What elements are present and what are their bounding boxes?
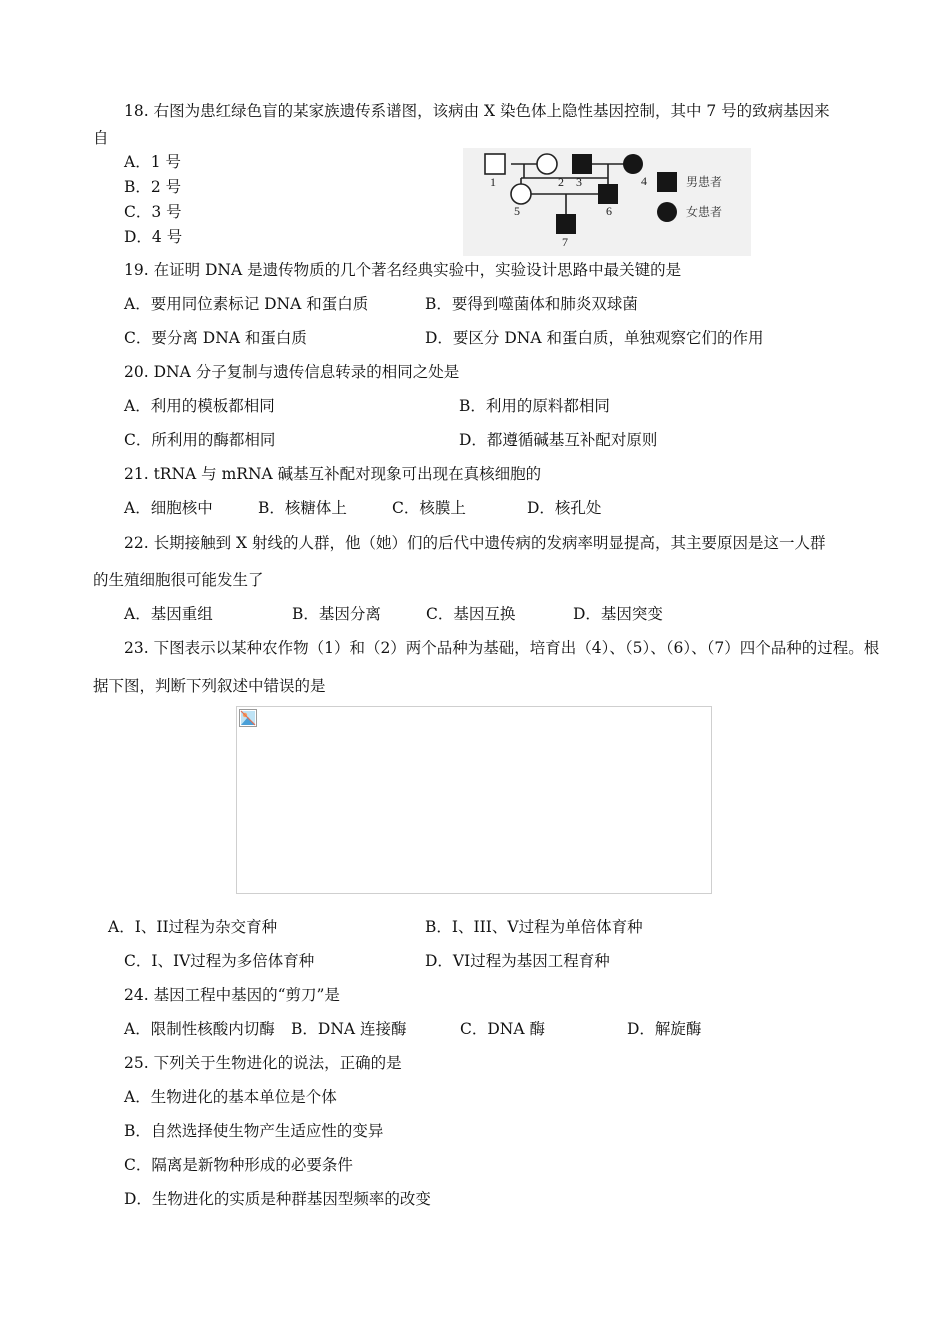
q19-option-c: C．要分离 DNA 和蛋白质 — [124, 329, 307, 347]
pedigree-num-5: 5 — [514, 204, 520, 218]
q19-stem: 19. 在证明 DNA 是遗传物质的几个著名经典实验中，实验设计思路中最关键的是 — [124, 261, 682, 279]
q18-option-a: A．1 号 — [124, 153, 181, 171]
pedigree-num-4: 4 — [641, 174, 647, 188]
q20-option-c: C．所利用的酶都相同 — [124, 431, 276, 449]
pedigree-4-affected-female — [623, 154, 643, 174]
pedigree-num-3: 3 — [576, 175, 582, 189]
q23-stem-line1: 23. 下图表示以某种农作物（1）和（2）两个品种为基础，培育出（4）、（5）、（6）、（7）四个品种的过程。根 — [124, 639, 880, 657]
q23-option-d: D．VI过程为基因工程育种 — [425, 952, 610, 970]
q23-stem-line2: 据下图，判断下列叙述中错误的是 — [93, 677, 326, 695]
q25-option-a: A．生物进化的基本单位是个体 — [124, 1088, 337, 1106]
legend-female-label: 女患者 — [686, 205, 723, 219]
q20-option-b: B．利用的原料都相同 — [459, 397, 610, 415]
q20-option-a: A．利用的模板都相同 — [124, 397, 275, 415]
pedigree-num-7: 7 — [562, 235, 568, 249]
q19-option-b: B．要得到噬菌体和肺炎双球菌 — [425, 295, 638, 313]
q25-option-d: D．生物进化的实质是种群基因型频率的改变 — [124, 1190, 431, 1208]
broken-image-icon — [239, 709, 257, 727]
q22-option-c: C．基因互换 — [426, 605, 516, 623]
q22-option-a: A．基因重组 — [124, 605, 213, 623]
legend-male-symbol — [657, 172, 677, 192]
q21-option-a: A．细胞核中 — [124, 499, 213, 517]
pedigree-num-1: 1 — [490, 175, 496, 189]
q21-option-d: D．核孔处 — [527, 499, 602, 517]
q24-stem: 24. 基因工程中基因的“剪刀”是 — [124, 986, 340, 1004]
pedigree-7-affected-male — [556, 214, 576, 234]
q24-option-b: B．DNA 连接酶 — [291, 1020, 407, 1038]
q23-option-b: B．I、III、V过程为单倍体育种 — [425, 918, 643, 936]
pedigree-6-affected-male — [598, 184, 618, 204]
q18-option-d: D．4 号 — [124, 228, 183, 246]
q21-option-b: B．核糖体上 — [258, 499, 347, 517]
pedigree-1-normal-male — [485, 154, 505, 174]
q18-option-c: C．3 号 — [124, 203, 182, 221]
pedigree-num-6: 6 — [606, 204, 612, 218]
q19-option-d: D．要区分 DNA 和蛋白质，单独观察它们的作用 — [425, 329, 764, 347]
q24-option-d: D．解旋酶 — [627, 1020, 702, 1038]
q18-stem-line2: 自 — [93, 129, 109, 147]
pedigree-chart — [463, 148, 751, 256]
q21-stem: 21. tRNA 与 mRNA 碱基互补配对现象可出现在真核细胞的 — [124, 465, 542, 483]
q18-option-b: B．2 号 — [124, 178, 182, 196]
q25-option-b: B．自然选择使生物产生适应性的变异 — [124, 1122, 384, 1140]
q22-stem-line2: 的生殖细胞很可能发生了 — [93, 571, 264, 589]
pedigree-3-affected-male — [572, 154, 592, 174]
q23-option-c: C．I、IV过程为多倍体育种 — [124, 952, 315, 970]
pedigree-5-normal-female — [511, 184, 531, 204]
legend-male-label: 男患者 — [686, 175, 723, 189]
legend-female-symbol — [657, 202, 677, 222]
q21-option-c: C．核膜上 — [392, 499, 466, 517]
q19-option-a: A．要用同位素标记 DNA 和蛋白质 — [124, 295, 369, 313]
pedigree-2-normal-female — [537, 154, 557, 174]
q22-option-b: B．基因分离 — [292, 605, 381, 623]
q24-option-a: A．限制性核酸内切酶 — [124, 1020, 275, 1038]
q25-option-c: C．隔离是新物种形成的必要条件 — [124, 1156, 353, 1174]
q20-stem: 20. DNA 分子复制与遗传信息转录的相同之处是 — [124, 363, 460, 381]
missing-image-placeholder — [236, 706, 712, 894]
q24-option-c: C．DNA 酶 — [460, 1020, 545, 1038]
q22-option-d: D．基因突变 — [573, 605, 663, 623]
q23-option-a: A．I、II过程为杂交育种 — [108, 918, 278, 936]
q22-stem-line1: 22. 长期接触到 X 射线的人群，他（她）们的后代中遗传病的发病率明显提高，其主要原因是这一人群 — [124, 534, 826, 552]
q25-stem: 25. 下列关于生物进化的说法，正确的是 — [124, 1054, 402, 1072]
pedigree-num-2: 2 — [558, 175, 564, 189]
q20-option-d: D．都遵循碱基互补配对原则 — [459, 431, 658, 449]
q18-stem-line1: 18. 右图为患红绿色盲的某家族遗传系谱图，该病由 X 染色体上隐性基因控制，其中 7 号的致病基因来 — [124, 102, 830, 120]
